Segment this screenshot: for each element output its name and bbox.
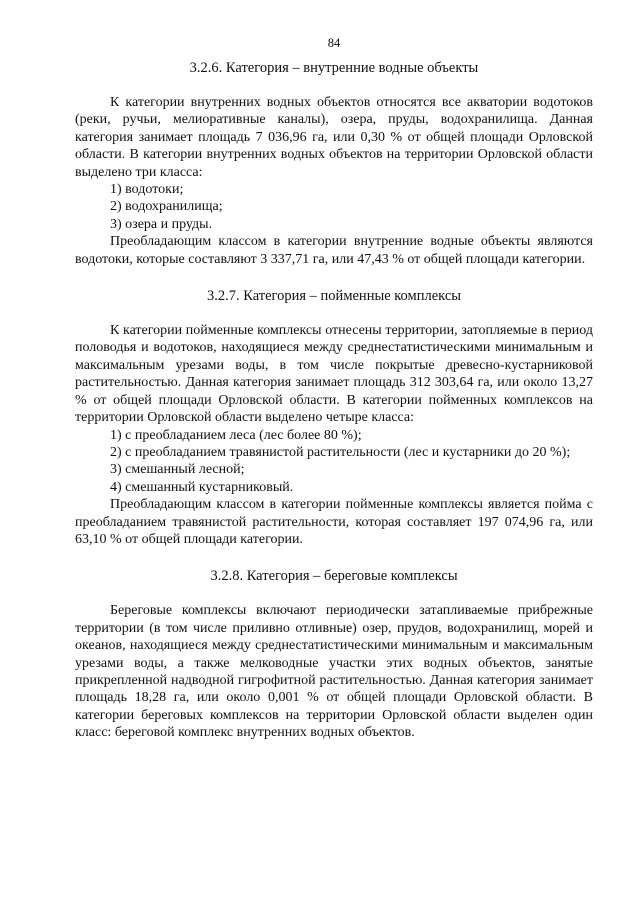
section-heading: 3.2.7. Категория – пойменные комплексы — [206, 288, 462, 305]
section-intro-paragraph: К категории внутренних водных объектов относятся все акватории водотоков (реки, ручьи, мелиоративные каналы), озера, пруды, водохранилища. Данная категория занимает площадь 7 036,96 га, или 0,30 % от общей площади Орловской области. В категории внутренних водных объектов на территории Орловской области выделено три класса: — [75, 95, 593, 180]
class-list-item: 2) водохранилища; — [110, 199, 223, 215]
class-list-item: 4) смешанный кустарниковый. — [110, 479, 294, 495]
section-intro-paragraph: К категории пойменные комплексы отнесены территории, затопляемые в период половодья и водотоков, находящиеся между среднестатистическими минимальным и максимальным урезами воды, в том числе покрытые древесно-кустарниковой растительностью. Данная категория занимает площадь 312 303,64 га, или около 13,27 % от общей площади Орловской области. В категории пойменных комплексов на территории Орловской области выделено четыре класса: — [75, 323, 593, 426]
document-page — [75, 34, 593, 742]
section-inland-waters — [75, 58, 593, 268]
class-list — [75, 181, 593, 233]
class-list-item: 2) с преобладанием травянистой растительности (лес и кустарники до 20 %); — [110, 444, 571, 460]
section-heading: 3.2.6. Категория – внутренние водные объекты — [189, 60, 479, 76]
class-list-item: 1) с преобладанием леса (лес более 80 %); — [110, 427, 362, 443]
section-heading: 3.2.8. Категория – береговые комплексы — [210, 568, 458, 585]
section-summary-paragraph: Преобладающим классом в категории внутренние водные объекты являются водотоки, которые составляют 3 337,71 га, или 47,43 % от общей площади категории. — [75, 234, 593, 267]
section-coastal-complexes — [75, 566, 593, 741]
class-list — [75, 427, 593, 497]
section-intro-paragraph: Береговые комплексы включают периодически затапливаемые прибрежные территории (в том числе приливно отливные) озер, прудов, водохранилищ, морей и океанов, находящиеся между среднестатистическими минимальным и максимальным урезами воды, а также мелководные участки этих водных объектов, занятые прикрепленной надводной гигрофитной растительностью. Данная категория занимает площадь 18,28 га, или около 0,001 % от общей площади Орловской области. В категории береговых комплексов на территории Орловской области выделен один класс: береговой комплекс внутренних водных объектов. — [75, 603, 593, 741]
class-list-item: 1) водотоки; — [110, 182, 184, 198]
class-list-item: 3) озера и пруды. — [110, 216, 213, 232]
section-summary-paragraph: Преобладающим классом в категории пойменные комплексы является пойма с преобладанием травянистой растительности, которая составляет 197 074,96 га, или 63,10 % от общей площади категории. — [75, 497, 593, 547]
page-number: 84 — [327, 36, 341, 50]
section-floodplain-complexes — [75, 286, 593, 548]
class-list-item: 3) смешанный лесной; — [110, 462, 245, 478]
